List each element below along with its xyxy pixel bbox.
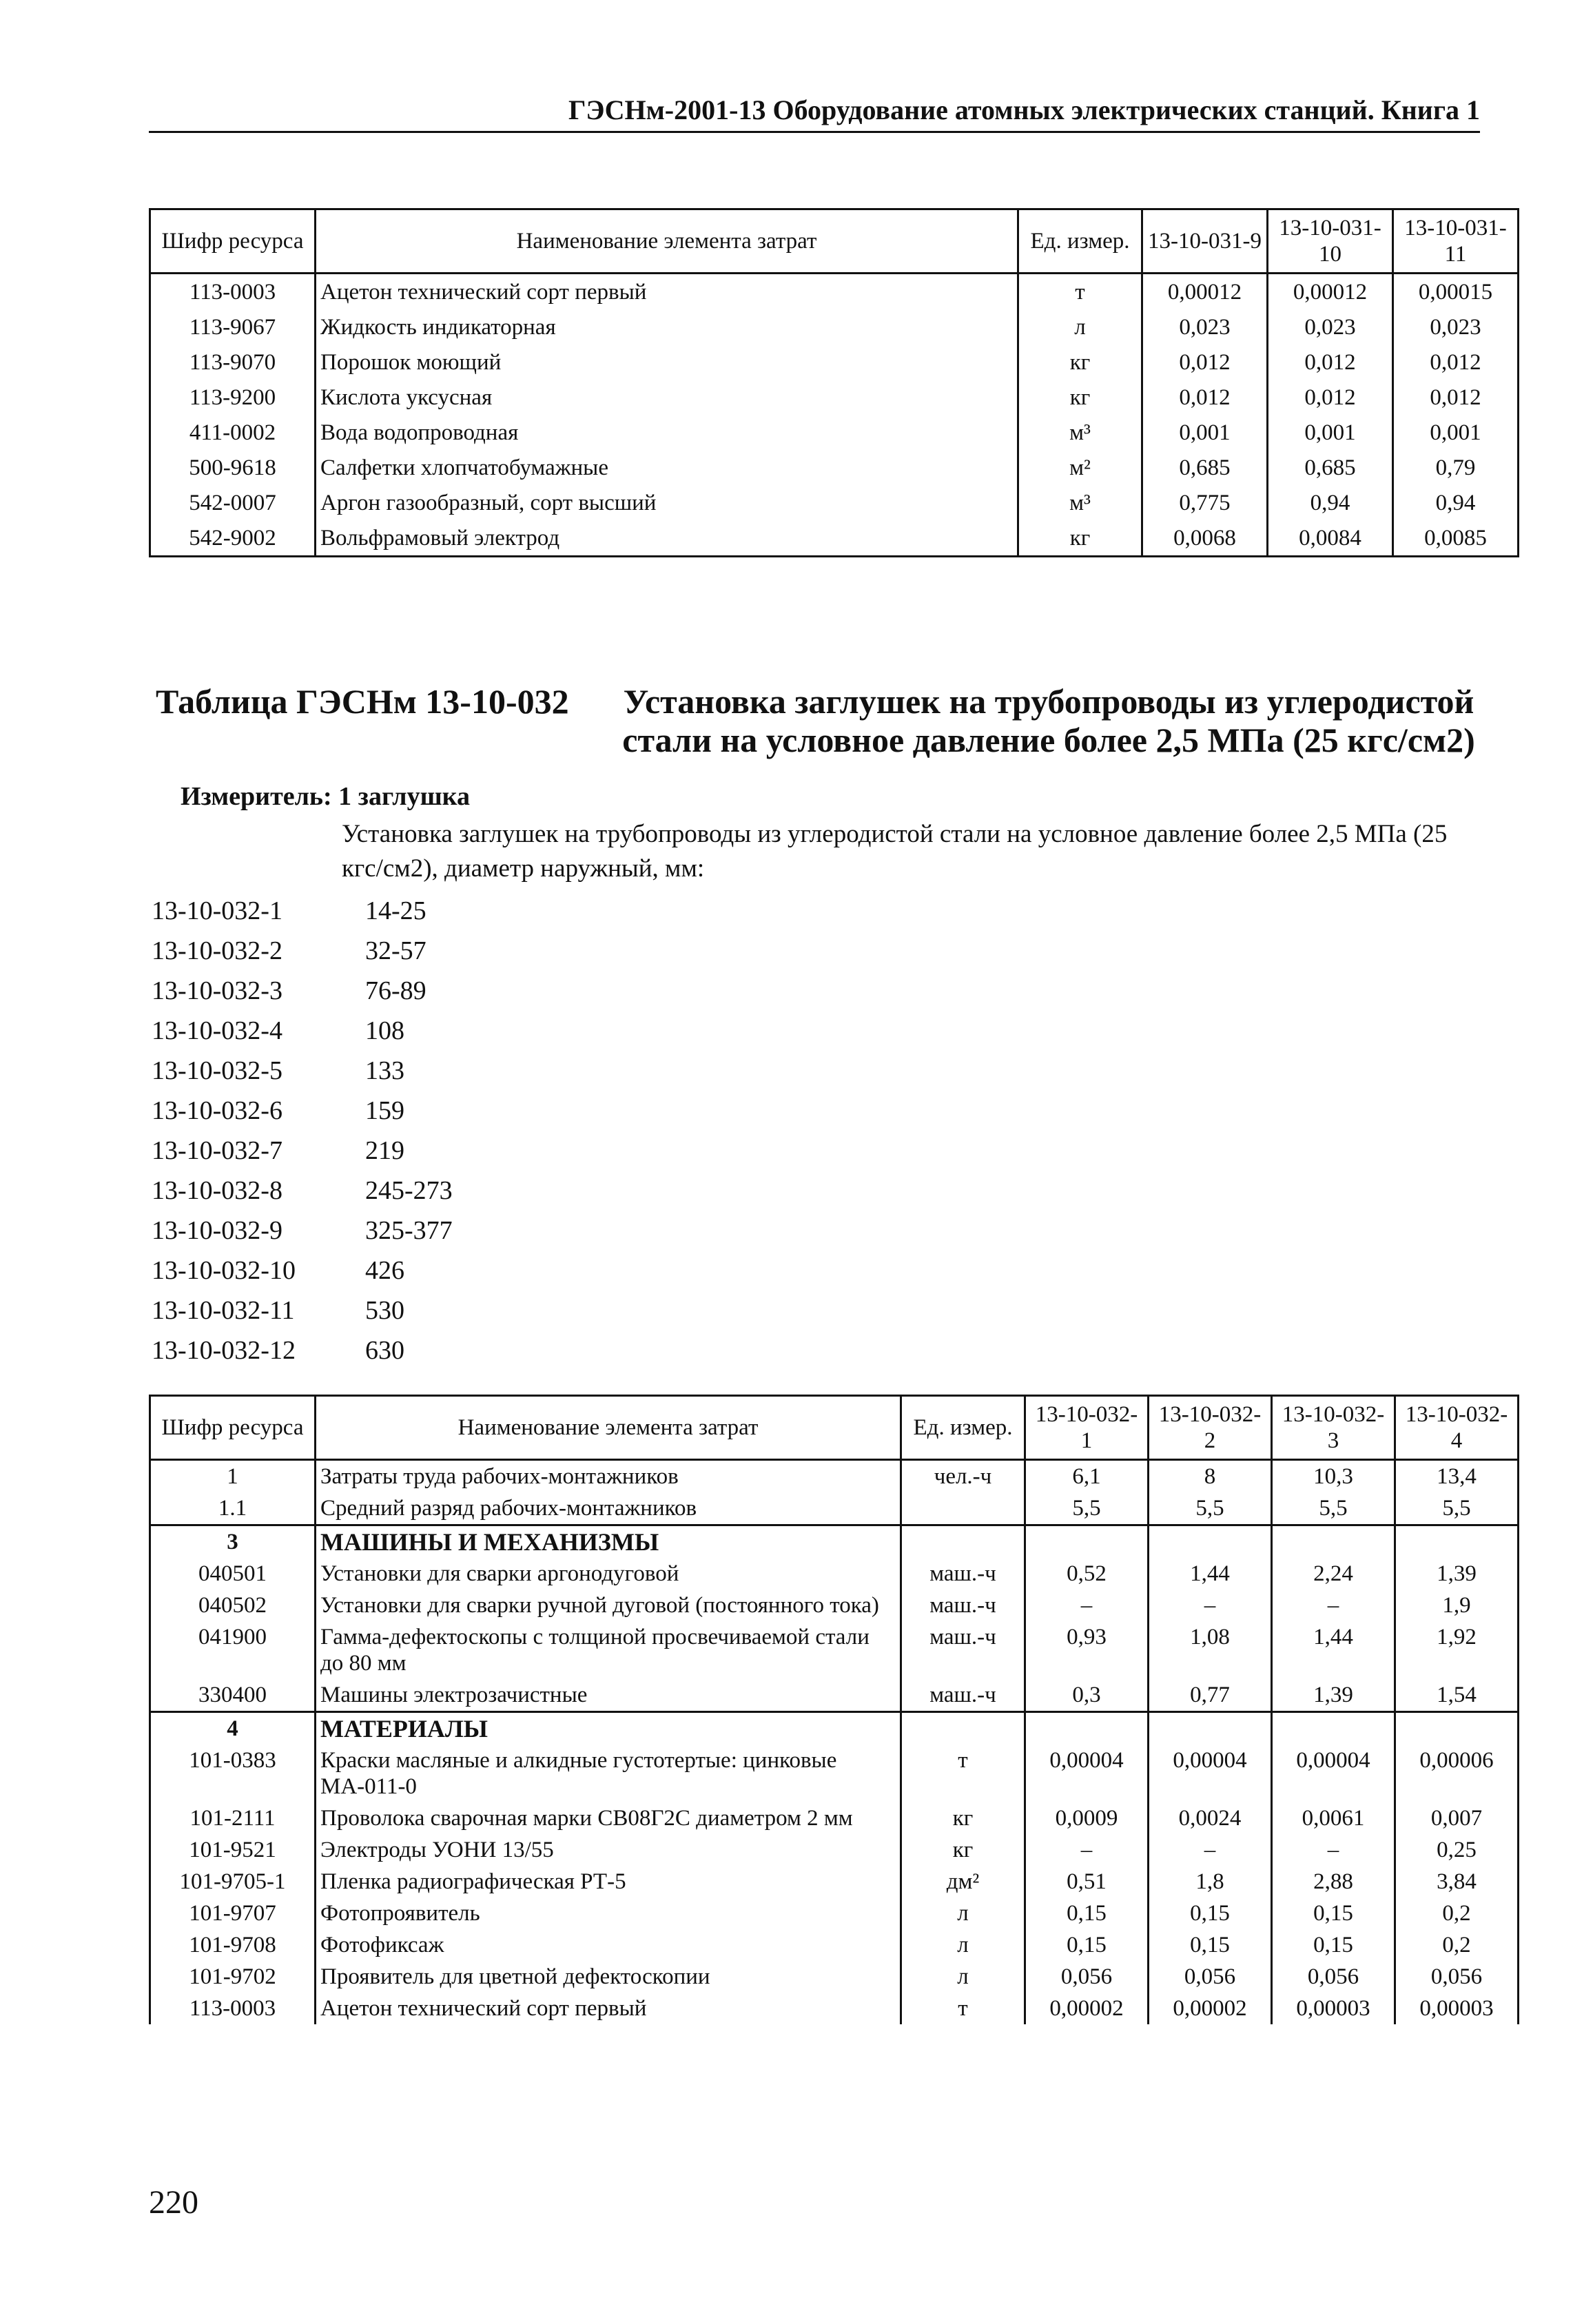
cell-value: [1149, 1712, 1272, 1745]
item-code: 13-10-032-12: [152, 1336, 296, 1365]
cell-name: Гамма-дефектоскопы с толщиной просвечиваемой стали до 80 мм: [316, 1621, 901, 1679]
cell-name: Ацетон технический сорт первый: [316, 274, 1018, 310]
cell-value: 0,15: [1149, 1929, 1272, 1961]
cell-value: 5,5: [1272, 1492, 1395, 1525]
cell-value: 0,007: [1395, 1802, 1519, 1834]
col-header-unit: Ед. измер.: [1018, 209, 1142, 274]
cell-unit: маш.-ч: [901, 1590, 1025, 1621]
cell-value: 0,0009: [1025, 1802, 1149, 1834]
cell-value: 5,5: [1149, 1492, 1272, 1525]
section-meter: Измеритель: 1 заглушка: [181, 782, 470, 811]
cell-code: 101-9707: [150, 1898, 316, 1929]
cell-value: 0,685: [1142, 450, 1268, 485]
table-row: [150, 345, 1519, 380]
cell-unit: [901, 1492, 1025, 1525]
cell-unit: л: [901, 1929, 1025, 1961]
cell-name: Средний разряд рабочих-монтажников: [316, 1492, 901, 1525]
cell-code: 411-0002: [150, 415, 316, 450]
item-code: 13-10-032-3: [152, 976, 282, 1005]
section-intro: Установка заглушек на трубопроводы из углеродистой стали на условное давление более 2,5 МПа (25 кгс/см2), диаметр наружный, мм:: [342, 820, 1448, 883]
table-row: [150, 1802, 1519, 1834]
cell-value: 5,5: [1395, 1492, 1519, 1525]
cell-unit: л: [1018, 309, 1142, 345]
cell-value: 2,24: [1272, 1558, 1395, 1590]
col-header-value: 13-10-032-3: [1272, 1396, 1395, 1460]
col-header-value: 13-10-032-4: [1395, 1396, 1519, 1460]
resources-table-1: [149, 208, 1519, 557]
cell-unit: т: [1018, 274, 1142, 310]
table-row: [150, 1834, 1519, 1866]
table-row: [150, 1898, 1519, 1929]
cell-unit: кг: [901, 1802, 1025, 1834]
cell-value: –: [1272, 1834, 1395, 1866]
cell-unit: маш.-ч: [901, 1558, 1025, 1590]
item-code: 13-10-032-1: [152, 896, 282, 925]
cell-value: 0,0068: [1142, 520, 1268, 557]
cell-name: Фотопроявитель: [316, 1898, 901, 1929]
cell-value: 0,77: [1149, 1679, 1272, 1712]
resources-table-2: [149, 1395, 1519, 2024]
table-row: [150, 1929, 1519, 1961]
table-section-row: [150, 1712, 1519, 1745]
table-row: [150, 1993, 1519, 2024]
cell-value: 0,94: [1393, 485, 1519, 520]
cell-code: 113-9200: [150, 380, 316, 415]
item-value: 530: [365, 1296, 404, 1325]
cell-value: 0,2: [1395, 1929, 1519, 1961]
col-header-value: 13-10-031-11: [1393, 209, 1519, 274]
cell-code: 101-9521: [150, 1834, 316, 1866]
cell-unit: маш.-ч: [901, 1679, 1025, 1712]
cell-value: 1,44: [1272, 1621, 1395, 1679]
table-row: [150, 520, 1519, 557]
cell-name: Вода водопроводная: [316, 415, 1018, 450]
cell-code: 101-9708: [150, 1929, 316, 1961]
cell-value: 0,685: [1268, 450, 1393, 485]
cell-code: 101-0383: [150, 1745, 316, 1802]
cell-value: 0,0085: [1393, 520, 1519, 557]
cell-value: –: [1025, 1590, 1149, 1621]
cell-value: 0,023: [1142, 309, 1268, 345]
col-header-code: Шифр ресурса: [150, 209, 316, 274]
cell-name: Установки для сварки аргонодуговой: [316, 1558, 901, 1590]
cell-name: Ацетон технический сорт первый: [316, 1993, 901, 2024]
cell-value: 0,023: [1268, 309, 1393, 345]
cell-code: 113-0003: [150, 1993, 316, 2024]
item-value: 245-273: [365, 1176, 453, 1205]
cell-value: 0,15: [1025, 1898, 1149, 1929]
cell-name: Салфетки хлопчатобумажные: [316, 450, 1018, 485]
cell-unit: т: [901, 1745, 1025, 1802]
cell-value: 0,012: [1142, 380, 1268, 415]
cell-value: 0,0024: [1149, 1802, 1272, 1834]
cell-value: 0,00004: [1272, 1745, 1395, 1802]
col-header-unit: Ед. измер.: [901, 1396, 1025, 1460]
header-title: ГЭСНм-2001-13 Оборудование атомных электрических станций. Книга 1: [568, 94, 1480, 125]
cell-value: 3,84: [1395, 1866, 1519, 1898]
cell-code: 040501: [150, 1558, 316, 1590]
cell-value: 1,9: [1395, 1590, 1519, 1621]
cell-value: 0,15: [1272, 1929, 1395, 1961]
cell-name: Краски масляные и алкидные густотертые: цинковые МА-011-0: [316, 1745, 901, 1802]
cell-value: 0,51: [1025, 1866, 1149, 1898]
col-header-value: 13-10-031-10: [1268, 209, 1393, 274]
cell-code: 4: [150, 1712, 316, 1745]
cell-value: 0,00003: [1272, 1993, 1395, 2024]
table-row: [150, 485, 1519, 520]
table-row: [150, 1460, 1519, 1493]
col-header-name: Наименование элемента затрат: [316, 1396, 901, 1460]
cell-unit: дм²: [901, 1866, 1025, 1898]
cell-value: [1272, 1525, 1395, 1559]
table-row: [150, 380, 1519, 415]
cell-unit: [901, 1525, 1025, 1559]
cell-value: 2,88: [1272, 1866, 1395, 1898]
cell-value: 0,00012: [1142, 274, 1268, 310]
cell-value: –: [1272, 1590, 1395, 1621]
cell-value: 0,25: [1395, 1834, 1519, 1866]
cell-name: Установки для сварки ручной дуговой (постоянного тока): [316, 1590, 901, 1621]
table-row: [150, 1590, 1519, 1621]
col-header-name: Наименование элемента затрат: [316, 209, 1018, 274]
table-row: [150, 274, 1519, 310]
cell-code: 040502: [150, 1590, 316, 1621]
cell-value: [1395, 1525, 1519, 1559]
table-row: [150, 309, 1519, 345]
item-code: 13-10-032-6: [152, 1096, 282, 1125]
table-section-row: [150, 1525, 1519, 1559]
col-header-value: 13-10-032-2: [1149, 1396, 1272, 1460]
cell-unit: кг: [1018, 380, 1142, 415]
item-value: 14-25: [365, 896, 426, 925]
cell-value: 0,775: [1142, 485, 1268, 520]
cell-value: 0,001: [1142, 415, 1268, 450]
cell-unit: кг: [1018, 520, 1142, 557]
item-code: 13-10-032-9: [152, 1216, 282, 1245]
cell-value: 13,4: [1395, 1460, 1519, 1493]
cell-value: 0,00006: [1395, 1745, 1519, 1802]
cell-value: 0,79: [1393, 450, 1519, 485]
cell-value: 0,2: [1395, 1898, 1519, 1929]
cell-value: 6,1: [1025, 1460, 1149, 1493]
cell-value: 0,3: [1025, 1679, 1149, 1712]
section-table-name: Установка заглушек на трубопроводы из углеродистой стали на условное давление более 2,5 МПа (25 кгс/см2): [622, 682, 1475, 759]
table-header-row: [150, 1396, 1519, 1460]
cell-code: 041900: [150, 1621, 316, 1679]
cell-code: 101-2111: [150, 1802, 316, 1834]
page-header: [149, 95, 1480, 133]
cell-value: 0,056: [1272, 1961, 1395, 1993]
cell-value: [1395, 1712, 1519, 1745]
cell-code: 101-9705-1: [150, 1866, 316, 1898]
cell-code: 330400: [150, 1679, 316, 1712]
cell-value: 0,94: [1268, 485, 1393, 520]
cell-code: 113-9067: [150, 309, 316, 345]
cell-unit: л: [901, 1961, 1025, 1993]
cell-unit: маш.-ч: [901, 1621, 1025, 1679]
cell-unit: л: [901, 1898, 1025, 1929]
item-value: 32-57: [365, 936, 426, 965]
table-row: [150, 1679, 1519, 1712]
table-row: [150, 415, 1519, 450]
cell-value: 0,012: [1268, 345, 1393, 380]
cell-code: 1.1: [150, 1492, 316, 1525]
cell-unit: кг: [1018, 345, 1142, 380]
cell-value: [1025, 1525, 1149, 1559]
cell-value: 10,3: [1272, 1460, 1395, 1493]
item-value: 325-377: [365, 1216, 453, 1245]
cell-code: 500-9618: [150, 450, 316, 485]
cell-value: 0,012: [1142, 345, 1268, 380]
item-code: 13-10-032-2: [152, 936, 282, 965]
item-value: 159: [365, 1096, 404, 1125]
cell-value: [1025, 1712, 1149, 1745]
cell-value: 8: [1149, 1460, 1272, 1493]
item-value: 630: [365, 1336, 404, 1365]
table-row: [150, 1492, 1519, 1525]
section-table-code: Таблица ГЭСНм 13-10-032: [156, 682, 569, 721]
cell-unit: т: [901, 1993, 1025, 2024]
cell-value: 0,0061: [1272, 1802, 1395, 1834]
cell-value: 5,5: [1025, 1492, 1149, 1525]
item-code: 13-10-032-10: [152, 1256, 296, 1285]
cell-name: Машины электрозачистные: [316, 1679, 901, 1712]
item-code: 13-10-032-8: [152, 1176, 282, 1205]
cell-value: [1149, 1525, 1272, 1559]
cell-value: 0,52: [1025, 1558, 1149, 1590]
cell-name: Вольфрамовый электрод: [316, 520, 1018, 557]
page-number: 220: [149, 2184, 198, 2221]
cell-name: МАТЕРИАЛЫ: [316, 1712, 901, 1745]
item-code: 13-10-032-5: [152, 1056, 282, 1085]
cell-value: 0,056: [1395, 1961, 1519, 1993]
table-row: [150, 1558, 1519, 1590]
cell-name: МАШИНЫ И МЕХАНИЗМЫ: [316, 1525, 901, 1559]
cell-unit: [901, 1712, 1025, 1745]
cell-name: Аргон газообразный, сорт высший: [316, 485, 1018, 520]
cell-name: Фотофиксаж: [316, 1929, 901, 1961]
cell-value: 0,00012: [1268, 274, 1393, 310]
cell-value: 1,08: [1149, 1621, 1272, 1679]
item-value: 76-89: [365, 976, 426, 1005]
cell-name: Электроды УОНИ 13/55: [316, 1834, 901, 1866]
cell-value: 0,056: [1149, 1961, 1272, 1993]
cell-value: 1,44: [1149, 1558, 1272, 1590]
cell-value: 0,00003: [1395, 1993, 1519, 2024]
cell-unit: м³: [1018, 415, 1142, 450]
cell-name: Жидкость индикаторная: [316, 309, 1018, 345]
table-row: [150, 450, 1519, 485]
cell-unit: чел.-ч: [901, 1460, 1025, 1493]
item-code: 13-10-032-4: [152, 1016, 282, 1045]
cell-value: [1272, 1712, 1395, 1745]
cell-code: 542-0007: [150, 485, 316, 520]
cell-value: 0,15: [1025, 1929, 1149, 1961]
cell-value: 0,00004: [1149, 1745, 1272, 1802]
cell-value: 0,00002: [1025, 1993, 1149, 2024]
table-row: [150, 1745, 1519, 1802]
item-value: 426: [365, 1256, 404, 1285]
cell-name: Пленка радиографическая РТ-5: [316, 1866, 901, 1898]
cell-unit: кг: [901, 1834, 1025, 1866]
cell-code: 3: [150, 1525, 316, 1559]
cell-value: 0,023: [1393, 309, 1519, 345]
item-code: 13-10-032-11: [152, 1296, 295, 1325]
cell-code: 113-9070: [150, 345, 316, 380]
cell-value: 0,00015: [1393, 274, 1519, 310]
item-value: 108: [365, 1016, 404, 1045]
cell-value: 1,92: [1395, 1621, 1519, 1679]
col-header-value: 13-10-031-9: [1142, 209, 1268, 274]
cell-value: 0,0084: [1268, 520, 1393, 557]
cell-name: Проволока сварочная марки СВ08Г2С диаметром 2 мм: [316, 1802, 901, 1834]
col-header-value: 13-10-032-1: [1025, 1396, 1149, 1460]
item-value: 133: [365, 1056, 404, 1085]
cell-value: 0,012: [1393, 345, 1519, 380]
cell-value: 1,39: [1272, 1679, 1395, 1712]
cell-unit: м³: [1018, 485, 1142, 520]
item-code: 13-10-032-7: [152, 1136, 282, 1165]
cell-name: Проявитель для цветной дефектоскопии: [316, 1961, 901, 1993]
cell-value: 0,15: [1149, 1898, 1272, 1929]
cell-name: Кислота уксусная: [316, 380, 1018, 415]
cell-value: 0,012: [1268, 380, 1393, 415]
table-row: [150, 1621, 1519, 1679]
cell-value: 0,001: [1393, 415, 1519, 450]
cell-value: 0,00004: [1025, 1745, 1149, 1802]
cell-value: 0,15: [1272, 1898, 1395, 1929]
cell-value: 1,39: [1395, 1558, 1519, 1590]
table-row: [150, 1961, 1519, 1993]
table-row: [150, 1866, 1519, 1898]
cell-value: 1,8: [1149, 1866, 1272, 1898]
cell-value: –: [1149, 1590, 1272, 1621]
cell-name: Затраты труда рабочих-монтажников: [316, 1460, 901, 1493]
cell-value: 0,056: [1025, 1961, 1149, 1993]
cell-code: 1: [150, 1460, 316, 1493]
cell-value: 0,001: [1268, 415, 1393, 450]
cell-value: 0,00002: [1149, 1993, 1272, 2024]
cell-value: –: [1025, 1834, 1149, 1866]
cell-value: 0,012: [1393, 380, 1519, 415]
cell-value: 1,54: [1395, 1679, 1519, 1712]
table-header-row: [150, 209, 1519, 274]
cell-value: 0,93: [1025, 1621, 1149, 1679]
cell-code: 101-9702: [150, 1961, 316, 1993]
cell-code: 113-0003: [150, 274, 316, 310]
cell-name: Порошок моющий: [316, 345, 1018, 380]
item-value: 219: [365, 1136, 404, 1165]
col-header-code: Шифр ресурса: [150, 1396, 316, 1460]
cell-value: –: [1149, 1834, 1272, 1866]
cell-unit: м²: [1018, 450, 1142, 485]
cell-code: 542-9002: [150, 520, 316, 557]
